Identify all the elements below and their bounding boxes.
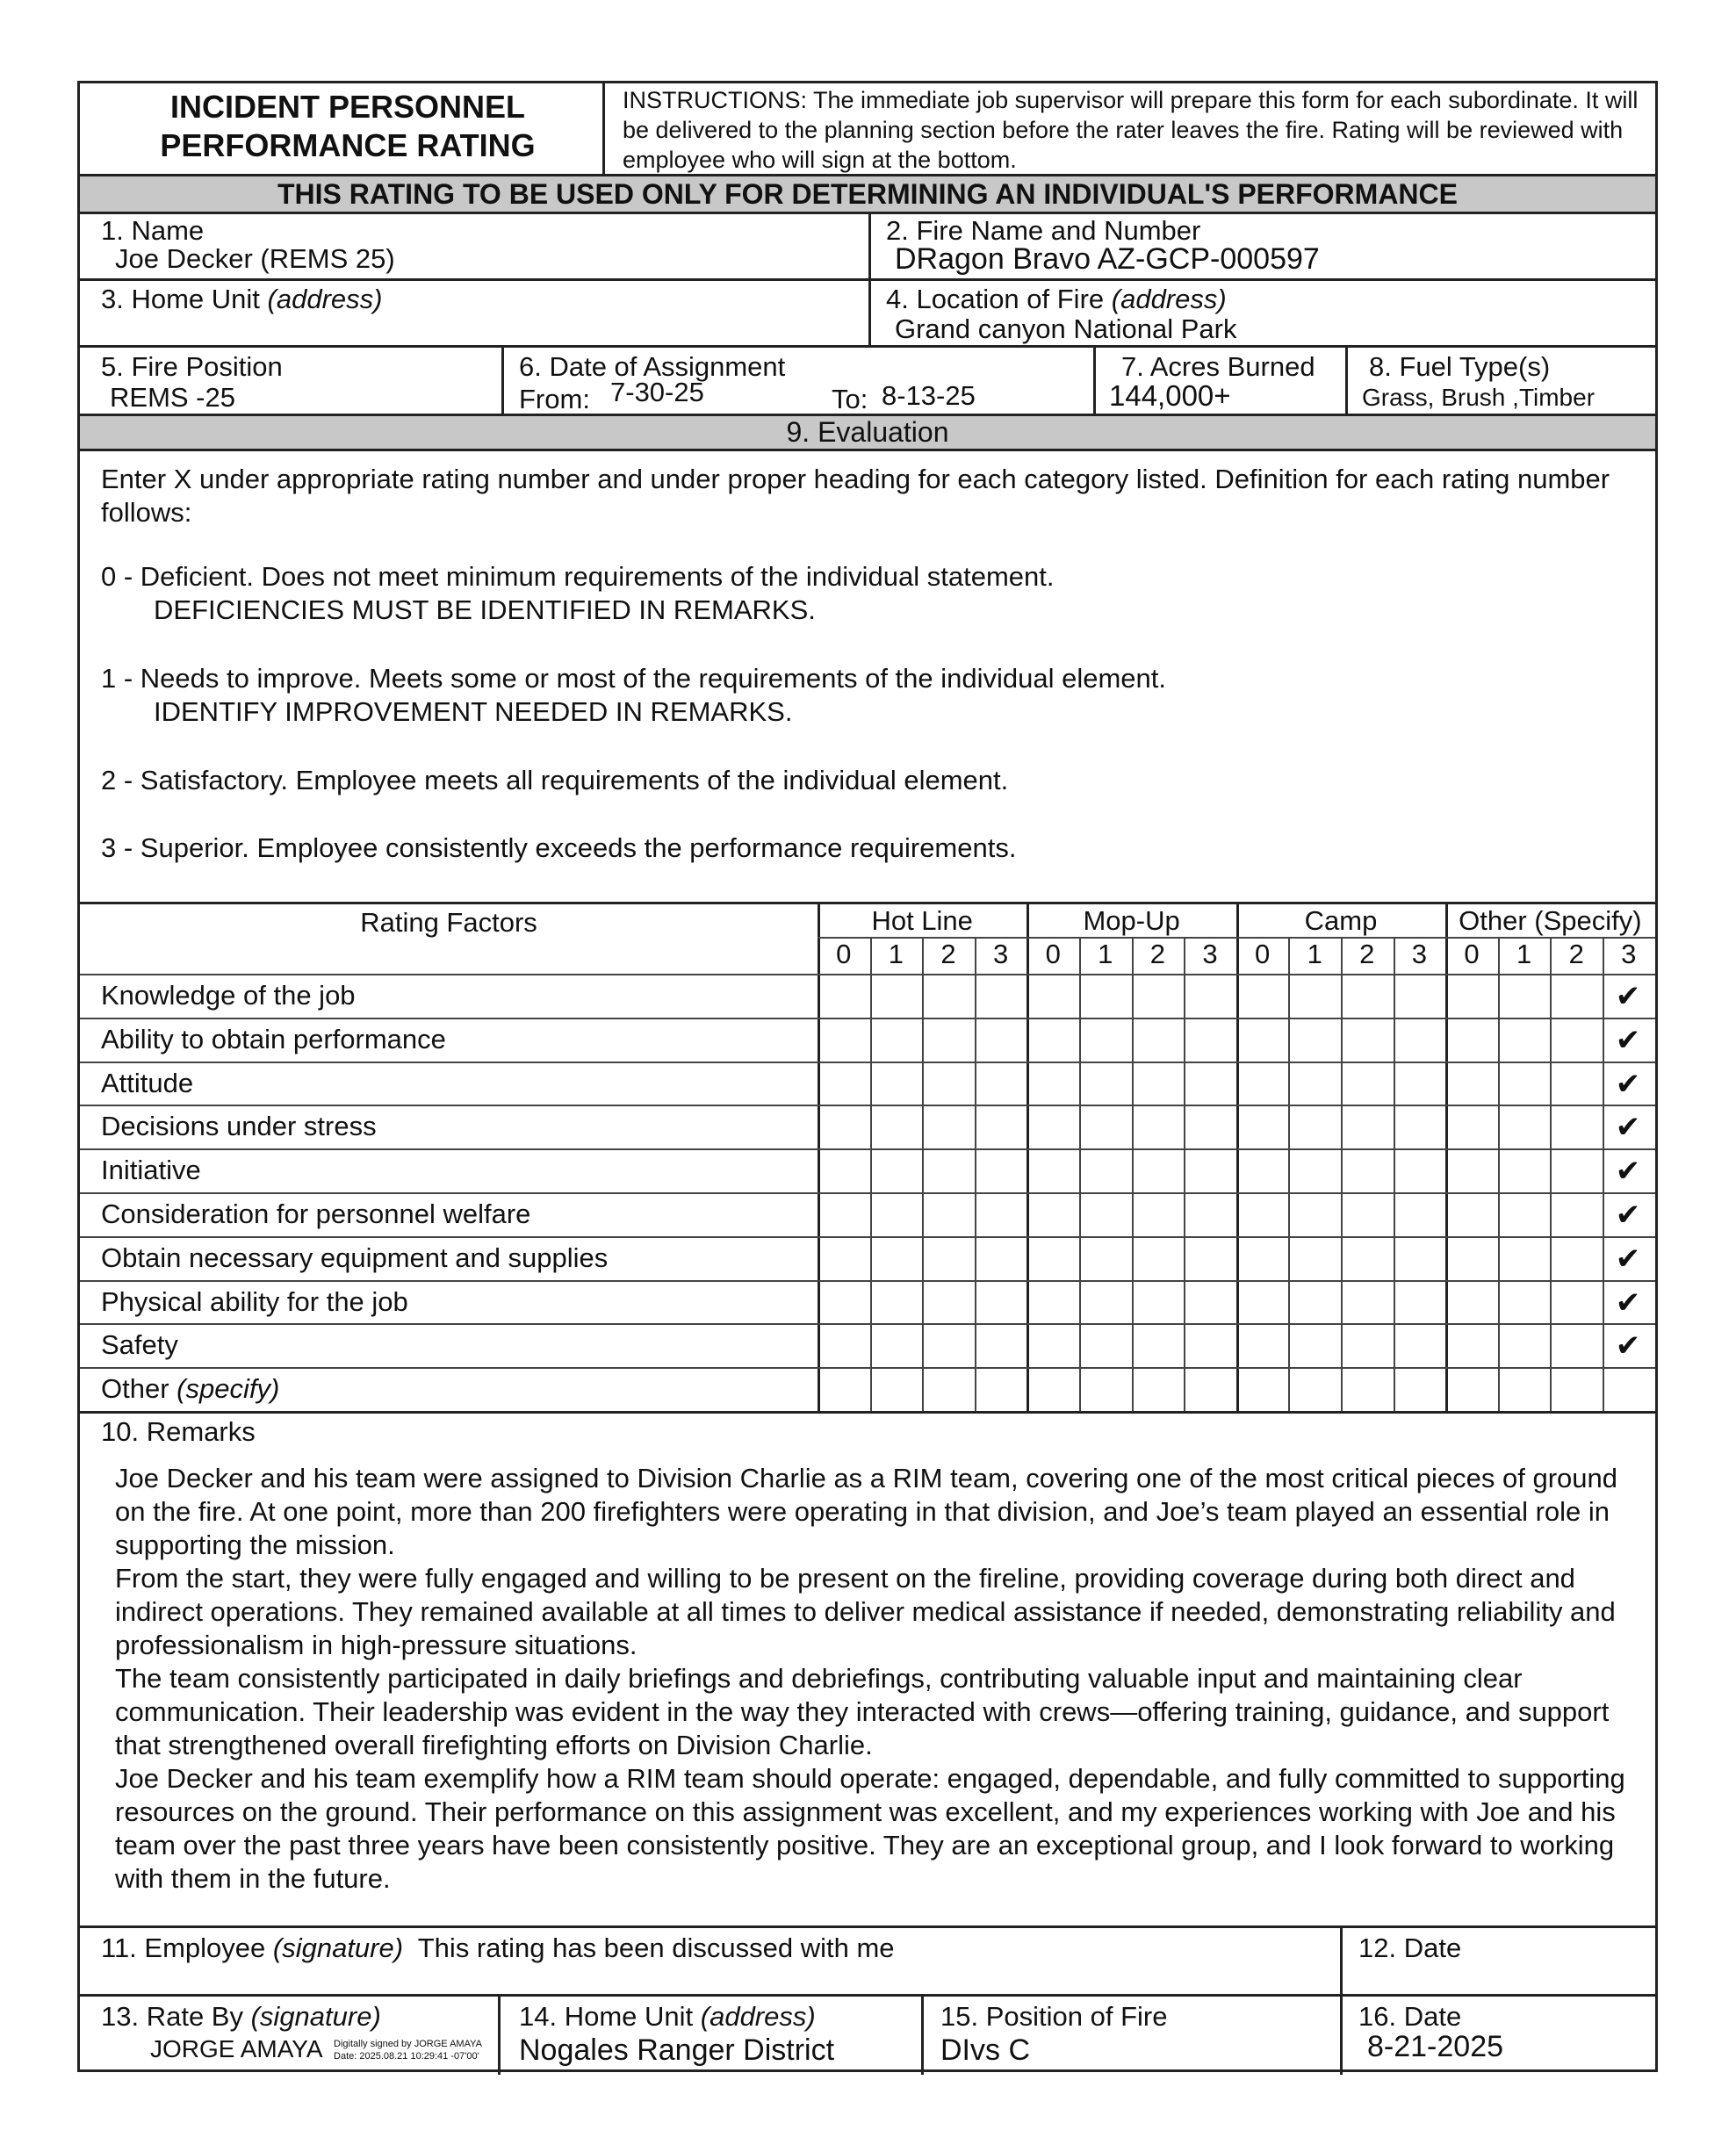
rater-digital-signature[interactable] xyxy=(150,2034,482,2064)
rating-cell[interactable] xyxy=(1290,1282,1339,1322)
rating-cell[interactable] xyxy=(924,1238,973,1278)
rating-cell[interactable] xyxy=(1552,1325,1601,1365)
instructions-text: INSTRUCTIONS: The immediate job supervisor will prepare this form for each subordinate. It will be delivered to the planning section before the rater leaves the fire. Rating will be reviewed with employee who will sign at the bottom. xyxy=(623,87,1639,173)
rating-cell[interactable] xyxy=(1552,1106,1601,1147)
rating-factor-2: Attitude xyxy=(101,1067,194,1098)
position-15-label: 15. Position of Fire xyxy=(940,2001,1168,2032)
rating-number-header: 0 xyxy=(1254,939,1271,969)
form-title-line1: INCIDENT PERSONNEL xyxy=(169,89,526,125)
rating-cell[interactable] xyxy=(1238,1019,1287,1060)
rating-cell[interactable] xyxy=(1238,1106,1287,1147)
check-mark-icon: ✔ xyxy=(1615,1155,1641,1189)
rating-factor-8: Safety xyxy=(101,1329,178,1361)
rating-cell[interactable] xyxy=(1395,975,1444,1016)
group-header-1: Mop-Up xyxy=(1083,905,1180,936)
rating-cell[interactable] xyxy=(1238,1063,1287,1104)
rating-cell[interactable] xyxy=(1395,1106,1444,1147)
check-mark-icon: ✔ xyxy=(1615,1242,1641,1276)
check-mark-icon: ✔ xyxy=(1615,1198,1641,1232)
rating-cell[interactable] xyxy=(1447,1150,1496,1191)
rating-cell[interactable] xyxy=(1343,1106,1392,1147)
rating-cell[interactable] xyxy=(1238,1238,1287,1278)
remarks-paragraph-3: The team consistently participated in daily briefings and debriefings, contributing valuable input and maintaining clear communication. Their leadership was evident in the way they interacted with crews—offering training, guidance, and support that strengthened overall firefighting efforts on Division Charlie. xyxy=(115,1663,1610,1760)
remarks-paragraph-1: Joe Decker and his team were assigned to Division Charlie as a RIM team, covering one of the most critical pieces of ground on the fire. At one point, more than 200 firefighters were operating in that division, and Joe’s team played an essential role in supporting the mission. xyxy=(115,1463,1617,1560)
rating-cell[interactable] xyxy=(976,1063,1026,1104)
check-mark-icon: ✔ xyxy=(1615,1111,1641,1145)
rating-cell[interactable] xyxy=(976,1238,1026,1278)
rating-cell[interactable] xyxy=(1552,1282,1601,1322)
rating-cell[interactable] xyxy=(1500,1194,1549,1234)
rating-factor-4: Initiative xyxy=(101,1155,201,1186)
fire-position-label: 5. Fire Position xyxy=(101,351,283,382)
rating-factor-3: Decisions under stress xyxy=(101,1111,377,1142)
definition-3: 3 - Superior. Employee consistently exceeds the performance requirements. xyxy=(101,832,1017,863)
remarks-label: 10. Remarks xyxy=(101,1416,256,1447)
rating-cell[interactable] xyxy=(1395,1063,1444,1104)
rating-cell[interactable] xyxy=(872,1369,921,1409)
rating-cell[interactable] xyxy=(1500,1325,1549,1365)
rating-cell[interactable] xyxy=(1238,975,1287,1016)
date-12-field[interactable] xyxy=(1353,1962,1643,1992)
to-label: To: xyxy=(832,384,868,414)
rating-cell[interactable] xyxy=(1447,975,1496,1016)
group-header-3: Other (Specify) xyxy=(1459,905,1642,936)
rating-cell[interactable] xyxy=(1081,1063,1130,1104)
rating-cell[interactable] xyxy=(1500,1106,1549,1147)
rater-signature-stamp: Digitally signed by JORGE AMAYA Date: 2025.08.21 10:29:41 -07'00' xyxy=(334,2039,482,2062)
rating-cell[interactable] xyxy=(1395,1019,1444,1060)
rating-cell[interactable] xyxy=(1500,1063,1549,1104)
rating-cell[interactable] xyxy=(1290,1369,1339,1409)
rating-cell[interactable] xyxy=(976,1325,1026,1365)
rating-cell[interactable] xyxy=(819,1106,868,1147)
rating-cell[interactable] xyxy=(924,1282,973,1322)
rating-number-header: 2 xyxy=(940,939,956,969)
rating-number-header: 1 xyxy=(1307,939,1322,969)
position-15-value[interactable]: DIvs C xyxy=(940,2033,1030,2067)
rating-cell[interactable] xyxy=(976,1194,1026,1234)
rating-number-header: 0 xyxy=(836,939,852,969)
remarks-text[interactable] xyxy=(115,1462,1643,1896)
rating-number-header: 3 xyxy=(1621,939,1637,969)
rating-cell[interactable] xyxy=(872,1238,921,1278)
rating-cell[interactable] xyxy=(1028,1019,1077,1060)
rating-cell[interactable] xyxy=(1552,1063,1601,1104)
rating-cell[interactable] xyxy=(976,1106,1026,1147)
rating-cell[interactable] xyxy=(1290,1019,1339,1060)
rating-cell[interactable] xyxy=(1028,1282,1077,1322)
rating-cell[interactable] xyxy=(1343,1282,1392,1322)
rating-cell[interactable] xyxy=(1028,1325,1077,1365)
rating-cell[interactable] xyxy=(1081,1106,1130,1147)
rating-cell[interactable] xyxy=(1447,1325,1496,1365)
home-unit-14-label: 14. Home Unit (address) xyxy=(519,2001,816,2032)
rating-cell[interactable] xyxy=(1238,1325,1287,1365)
fire-name-value[interactable]: DRagon Bravo AZ-GCP-000597 xyxy=(895,242,1320,276)
rating-cell[interactable] xyxy=(1238,1369,1287,1409)
rating-number-header: 2 xyxy=(1149,939,1166,969)
remarks-paragraph-4: Joe Decker and his team exemplify how a RIM team should operate: engaged, dependable, and fully committed to supporting resources on the ground. Their performance on this assignment was excellent, and my experiences working with Joe and his team over the past three years have been consistently positive. They are an exceptional group, and I look forward to working with them in the future. xyxy=(115,1763,1625,1894)
rating-cell[interactable] xyxy=(1134,975,1183,1016)
rating-cell[interactable] xyxy=(819,975,868,1016)
rating-number-header: 1 xyxy=(888,939,904,969)
fire-position-value[interactable]: REMS -25 xyxy=(110,382,235,413)
rating-cell[interactable] xyxy=(1290,1150,1339,1191)
rating-cell[interactable] xyxy=(1290,1238,1339,1278)
rating-factors-header: Rating Factors xyxy=(360,907,537,938)
rating-cell[interactable] xyxy=(872,1063,921,1104)
rating-cell[interactable] xyxy=(872,975,921,1016)
rating-cell[interactable] xyxy=(1185,1238,1235,1278)
rating-cell[interactable] xyxy=(1185,1150,1235,1191)
rating-cell[interactable] xyxy=(1028,1194,1077,1234)
rating-cell[interactable] xyxy=(1185,1369,1235,1409)
rating-cell[interactable] xyxy=(1604,1369,1653,1409)
rating-table xyxy=(80,902,1655,1411)
rating-cell[interactable] xyxy=(1447,1063,1496,1104)
rating-cell[interactable] xyxy=(1238,1282,1287,1322)
rating-cell[interactable] xyxy=(1238,1150,1287,1191)
rating-number-header: 1 xyxy=(1516,939,1532,969)
rating-cell[interactable] xyxy=(1134,1369,1183,1409)
assignment-date-label: 6. Date of Assignment xyxy=(519,351,786,382)
rating-cell[interactable] xyxy=(1028,1238,1077,1278)
rating-cell[interactable] xyxy=(1395,1194,1444,1234)
employee-signature-field[interactable] xyxy=(89,1962,1327,1992)
rating-cell[interactable] xyxy=(1134,1150,1183,1191)
rating-factor-5: Consideration for personnel welfare xyxy=(101,1198,531,1229)
rating-cell[interactable] xyxy=(976,1019,1026,1060)
rating-cell[interactable] xyxy=(1081,1369,1130,1409)
rating-cell[interactable] xyxy=(872,1194,921,1234)
rating-cell[interactable] xyxy=(924,1325,973,1365)
rating-cell[interactable] xyxy=(872,1106,921,1147)
rating-cell[interactable] xyxy=(1134,1019,1183,1060)
rating-cell[interactable] xyxy=(1395,1282,1444,1322)
rating-number-header: 0 xyxy=(1045,939,1061,969)
rating-cell[interactable] xyxy=(1081,975,1130,1016)
rating-cell[interactable] xyxy=(1134,1194,1183,1234)
rating-cell[interactable] xyxy=(1447,1194,1496,1234)
rating-cell[interactable] xyxy=(1395,1325,1444,1365)
rating-cell[interactable] xyxy=(1290,1063,1339,1104)
rating-cell[interactable] xyxy=(1343,1194,1392,1234)
rating-cell[interactable] xyxy=(1552,1194,1601,1234)
rated-by-label: 13. Rate By (signature) xyxy=(101,2001,381,2032)
rating-cell[interactable] xyxy=(1185,1019,1235,1060)
rating-cell[interactable] xyxy=(1343,975,1392,1016)
rating-cell[interactable] xyxy=(1081,1238,1130,1278)
rating-cell[interactable] xyxy=(1081,1150,1130,1191)
rating-cell[interactable] xyxy=(1081,1019,1130,1060)
definition-1: 1 - Needs to improve. Meets some or most of the requirements of the individual element. xyxy=(101,663,1167,694)
rating-cell[interactable] xyxy=(976,1282,1026,1322)
fire-location-value[interactable]: Grand canyon National Park xyxy=(895,313,1237,344)
rating-cell[interactable] xyxy=(976,975,1026,1016)
rating-number-header: 2 xyxy=(1568,939,1584,969)
rating-cell[interactable] xyxy=(1134,1282,1183,1322)
rating-cell[interactable] xyxy=(1081,1282,1130,1322)
rating-cell[interactable] xyxy=(976,1369,1026,1409)
rating-cell[interactable] xyxy=(1447,1238,1496,1278)
definition-0: 0 - Deficient. Does not meet minimum requirements of the individual statement. xyxy=(101,561,1055,592)
rating-cell[interactable] xyxy=(1290,1325,1339,1365)
rating-cell[interactable] xyxy=(1552,1369,1601,1409)
fire-name-label: 2. Fire Name and Number xyxy=(886,215,1201,246)
rating-number-header: 2 xyxy=(1359,939,1375,969)
rating-cell[interactable] xyxy=(1500,1238,1549,1278)
rating-number-header: 1 xyxy=(1098,939,1113,969)
rating-cell[interactable] xyxy=(1395,1369,1444,1409)
evaluation-intro: Enter X under appropriate rating number and under proper heading for each category listed. Definition for each rating number follows: xyxy=(101,464,1610,528)
rating-cell[interactable] xyxy=(1185,1325,1235,1365)
group-header-2: Camp xyxy=(1304,905,1378,936)
rating-cell[interactable] xyxy=(1290,1106,1339,1147)
rating-cell[interactable] xyxy=(1343,1238,1392,1278)
rating-factor-0: Knowledge of the job xyxy=(101,980,356,1011)
rating-cell[interactable] xyxy=(1185,1194,1235,1234)
rating-cell[interactable] xyxy=(819,1194,868,1234)
rating-cell[interactable] xyxy=(976,1150,1026,1191)
rating-cell[interactable] xyxy=(1447,1019,1496,1060)
rating-cell[interactable] xyxy=(1500,1369,1549,1409)
rating-cell[interactable] xyxy=(924,1063,973,1104)
rating-cell[interactable] xyxy=(1447,1282,1496,1322)
rating-number-header: 0 xyxy=(1464,939,1480,969)
rating-cell[interactable] xyxy=(872,1325,921,1365)
rating-cell[interactable] xyxy=(819,1325,868,1365)
rating-cell[interactable] xyxy=(872,1019,921,1060)
name-label: 1. Name xyxy=(101,215,205,246)
to-date-value[interactable]: 8-13-25 xyxy=(882,380,976,411)
rating-cell[interactable] xyxy=(872,1150,921,1191)
rating-number-header: 3 xyxy=(1411,939,1428,969)
rating-cell[interactable] xyxy=(1290,1194,1339,1234)
rating-cell[interactable] xyxy=(924,1194,973,1234)
check-mark-icon: ✔ xyxy=(1615,1067,1641,1101)
rating-cell[interactable] xyxy=(1028,975,1077,1016)
rating-cell[interactable] xyxy=(1185,1063,1235,1104)
rating-cell[interactable] xyxy=(872,1282,921,1322)
rating-factor-9: Other (specify) xyxy=(101,1373,280,1405)
rating-cell[interactable] xyxy=(1343,1150,1392,1191)
home-unit-14-value[interactable]: Nogales Ranger District xyxy=(519,2033,835,2067)
rating-cell[interactable] xyxy=(1290,975,1339,1016)
rating-cell[interactable] xyxy=(1185,1106,1235,1147)
rating-cell[interactable] xyxy=(819,1369,868,1409)
definition-2: 2 - Satisfactory. Employee meets all requirements of the individual element. xyxy=(101,765,1009,795)
rating-cell[interactable] xyxy=(1134,1063,1183,1104)
check-mark-icon: ✔ xyxy=(1615,1285,1641,1320)
rating-cell[interactable] xyxy=(1343,1369,1392,1409)
rating-cell[interactable] xyxy=(1500,975,1549,1016)
performance-rating-form xyxy=(77,81,1658,2072)
rating-cell[interactable] xyxy=(924,1150,973,1191)
rating-cell[interactable] xyxy=(1185,975,1235,1016)
rating-cell[interactable] xyxy=(1447,1369,1496,1409)
rating-cell[interactable] xyxy=(924,1106,973,1147)
check-mark-icon: ✔ xyxy=(1615,1023,1641,1057)
name-value[interactable]: Joe Decker (REMS 25) xyxy=(115,243,395,274)
rating-cell[interactable] xyxy=(1134,1325,1183,1365)
rating-factor-1: Ability to obtain performance xyxy=(101,1023,446,1054)
rating-factor-7: Physical ability for the job xyxy=(101,1285,408,1317)
home-unit-label: 3. Home Unit (address) xyxy=(101,284,383,314)
rating-cell[interactable] xyxy=(819,1238,868,1278)
group-header-0: Hot Line xyxy=(871,905,973,936)
date-16-value[interactable]: 8-21-2025 xyxy=(1367,2030,1504,2063)
rating-cell[interactable] xyxy=(1552,975,1601,1016)
rating-cell[interactable] xyxy=(819,1063,868,1104)
rating-cell[interactable] xyxy=(1081,1194,1130,1234)
date-12-label: 12. Date xyxy=(1358,1932,1462,1963)
check-mark-icon: ✔ xyxy=(1615,1329,1641,1364)
rating-cell[interactable] xyxy=(819,1282,868,1322)
rating-cell[interactable] xyxy=(1552,1150,1601,1191)
rating-cell[interactable] xyxy=(1343,1019,1392,1060)
rating-cell[interactable] xyxy=(1238,1194,1287,1234)
rater-signature-name: JORGE AMAYA xyxy=(150,2035,323,2062)
form-title-line2: PERFORMANCE RATING xyxy=(160,127,536,163)
rating-cell[interactable] xyxy=(1552,1238,1601,1278)
rating-cell[interactable] xyxy=(1500,1282,1549,1322)
rating-cell[interactable] xyxy=(924,1369,973,1409)
rating-cell[interactable] xyxy=(1134,1106,1183,1147)
rating-cell[interactable] xyxy=(1343,1325,1392,1365)
rating-cell[interactable] xyxy=(1552,1019,1601,1060)
rating-number-header: 3 xyxy=(1202,939,1218,969)
check-mark-icon: ✔ xyxy=(1615,980,1641,1013)
rating-cell[interactable] xyxy=(1185,1282,1235,1322)
rating-cell[interactable] xyxy=(1134,1238,1183,1278)
rating-cell[interactable] xyxy=(1395,1150,1444,1191)
rating-cell[interactable] xyxy=(1028,1106,1077,1147)
fire-location-label: 4. Location of Fire (address) xyxy=(886,284,1227,314)
rating-cell[interactable] xyxy=(1343,1063,1392,1104)
rating-number-header: 3 xyxy=(992,939,1009,969)
definition-1-note: IDENTIFY IMPROVEMENT NEEDED IN REMARKS. xyxy=(154,696,793,727)
rating-cell[interactable] xyxy=(1028,1150,1077,1191)
rating-cell[interactable] xyxy=(1447,1106,1496,1147)
acres-burned-value[interactable]: 144,000+ xyxy=(1109,379,1231,412)
rating-cell[interactable] xyxy=(1395,1238,1444,1278)
rating-purpose-banner: THIS RATING TO BE USED ONLY FOR DETERMINING AN INDIVIDUAL'S PERFORMANCE xyxy=(277,178,1458,210)
definition-0-note: DEFICIENCIES MUST BE IDENTIFIED IN REMARKS. xyxy=(154,594,816,625)
from-date-value[interactable]: 7-30-25 xyxy=(610,377,704,407)
rating-cell[interactable] xyxy=(1500,1019,1549,1060)
rating-cell[interactable] xyxy=(924,1019,973,1060)
from-label: From: xyxy=(519,384,590,414)
rating-cell[interactable] xyxy=(1028,1063,1077,1104)
date-16-label: 16. Date xyxy=(1358,2001,1462,2032)
fuel-type-value[interactable]: Grass, Brush ,Timber xyxy=(1362,384,1596,411)
rating-cell[interactable] xyxy=(1081,1325,1130,1365)
rating-cell[interactable] xyxy=(924,975,973,1016)
rating-cell[interactable] xyxy=(1028,1369,1077,1409)
employee-signature-label: 11. Employee (signature) This rating has been discussed with me xyxy=(101,1932,895,1963)
evaluation-banner: 9. Evaluation xyxy=(786,416,949,448)
rating-cell[interactable] xyxy=(1500,1150,1549,1191)
rating-cell[interactable] xyxy=(819,1019,868,1060)
rating-factor-6: Obtain necessary equipment and supplies xyxy=(101,1242,609,1273)
acres-burned-label: 7. Acres Burned xyxy=(1121,351,1315,382)
rating-cell[interactable] xyxy=(819,1150,868,1191)
remarks-paragraph-2: From the start, they were fully engaged and willing to be present on the fireline, providing coverage during both direct and indirect operations. They remained available at all times to deliver medical assistance if needed, demonstrating reliability and professionalism in high-pressure situations. xyxy=(115,1563,1616,1660)
form-title xyxy=(97,88,598,165)
fuel-type-label: 8. Fuel Type(s) xyxy=(1369,351,1551,382)
